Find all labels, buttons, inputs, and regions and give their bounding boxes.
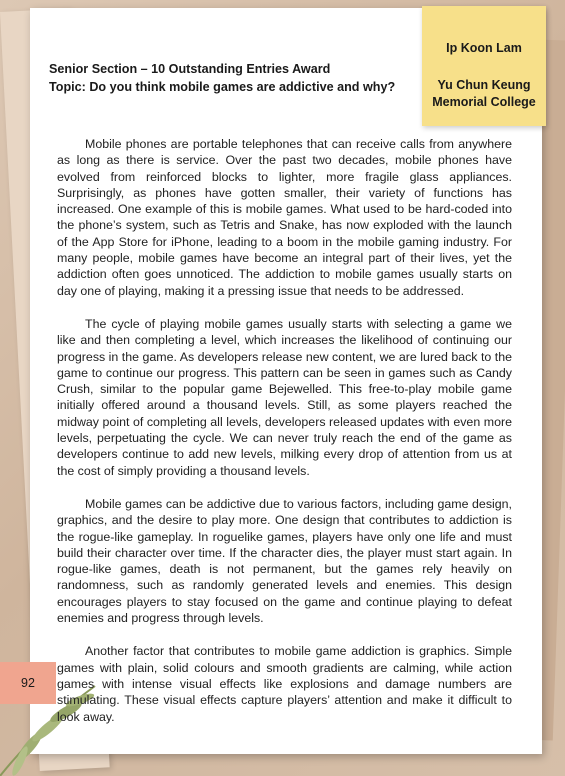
paragraph: Mobile games can be addictive due to various factors, including game design, graphics, and the desire to play more. One design that contributes to addiction is the rogue-like gameplay. In roguelike games, players have only one life and must build their character over time. If the character dies, the player must start again. In rogue-like games, death is not permanent, but the games rely heavily on randomness, such as randomly generated levels and enemies. This design encourages players to stay focused on the game and continue playing to defeat enemies and progress through levels. [57, 496, 512, 626]
author-name: Ip Koon Lam [446, 41, 522, 55]
essay-heading [49, 60, 395, 96]
paragraph: The cycle of playing mobile games usually starts with selecting a game we like and then completing a level, which increases the likelihood of continuing our progress in the game. As developers release new content, we are lured back to the game to continue our progress. This pattern can be seen in games such as Candy Crush, similar to the popular game Bejewelled. This free-to-play mobile game initially offered around a thousand levels. Still, as some players reached the midway point of completing all levels, developers released updates with even more levels, perpetuating the cycle. We can never truly reach the end of the game as developers continue to add new levels, milking every drop of attention from us at the cost of simply providing a thousand levels. [57, 316, 512, 478]
paragraph: Mobile phones are portable telephones that can receive calls from anywhere as long as there is service. Over the past two decades, mobile phones have evolved from reinforced blocks to lighter, more fragile glass appliances. Surprisingly, as phones have gotten smaller, their variety of functions has increased. One example of this is mobile games. What used to be hard-coded into the phone’s system, such as Tetris and Snake, has now exploded with the launch of the App Store for iPhone, leading to a boom in the mobile gaming industry. For many people, mobile games have become an integral part of their lives, yet the addiction often goes unnoticed. The addiction to mobile games usually starts on day one of playing, making it a pressing issue that needs to be addressed. [57, 137, 512, 298]
author-sticky-note [422, 6, 546, 126]
essay-topic: Topic: Do you think mobile games are addictive and why? [49, 80, 396, 94]
page-number: 92 [0, 662, 56, 704]
school-name: Yu Chun Keung Memorial College [432, 78, 536, 109]
paragraph: Another factor that contributes to mobile game addiction is graphics. Simple games with plain, solid colours and smooth gradients are calming, while action games with intense visual effects like explosions and damage numbers are stimulating. These visual effects capture players’ attention and make it difficult to look away. [57, 644, 512, 724]
section-title: Senior Section – 10 Outstanding Entries Award [49, 62, 331, 76]
essay-body [57, 136, 512, 742]
